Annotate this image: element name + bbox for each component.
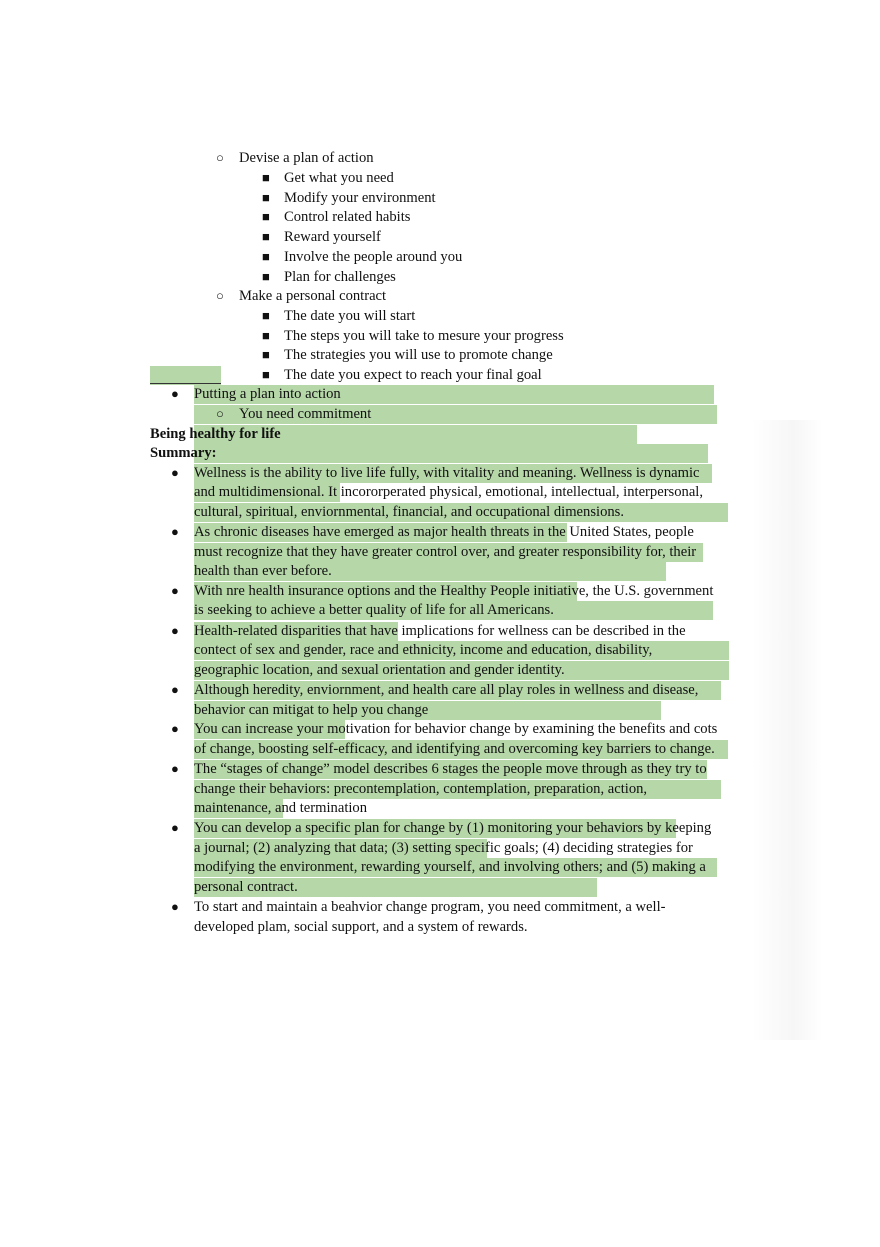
list-item: The steps you will take to mesure your progress xyxy=(284,328,564,344)
bullet-icon: ● xyxy=(171,761,179,776)
summary-line: a journal; (2) analyzing that data; (3) setting specific goals; (4) deciding strategies for xyxy=(194,840,693,856)
summary-line: Although heredity, enviornment, and health care all play roles in wellness and disease, xyxy=(194,682,699,698)
outline-contract: Make a personal contract xyxy=(239,288,387,304)
square-bullet-icon: ■ xyxy=(262,229,270,244)
outline-devise: Devise a plan of action xyxy=(239,150,374,166)
summary-line: maintenance, and termination xyxy=(194,800,368,816)
summary-line: cultural, spiritual, enviornmental, financial, and occupational dimensions. xyxy=(194,504,624,520)
circle-bullet-icon: ○ xyxy=(216,288,224,303)
circle-bullet-icon: ○ xyxy=(216,150,224,165)
outline-action-sub: You need commitment xyxy=(239,406,372,422)
summary-line: You can increase your motivation for behavior change by examining the benefits and cots xyxy=(194,721,718,737)
bullet-icon: ● xyxy=(171,465,179,480)
summary-line: behavior can mitigat to help you change xyxy=(194,702,429,718)
summary-line: geographic location, and sexual orientation and gender identity. xyxy=(194,662,565,678)
summary-line: and multidimensional. It incororperated physical, emotional, intellectual, interpersonal, xyxy=(194,484,704,500)
summary-label: Summary: xyxy=(150,445,217,461)
summary-line: change their behaviors: precontemplation, contemplation, preparation, action, xyxy=(194,781,648,797)
bullet-icon: ● xyxy=(171,899,179,914)
summary-line: health than ever before. xyxy=(194,563,332,579)
square-bullet-icon: ■ xyxy=(262,249,270,264)
list-item: Control related habits xyxy=(284,209,411,225)
summary-line: must recognize that they have greater control over, and greater responsibility for, their xyxy=(194,544,697,560)
list-item: The date you expect to reach your final goal xyxy=(284,367,542,383)
bullet-icon: ● xyxy=(171,682,179,697)
summary-line: With nre health insurance options and the Healthy People initiative, the U.S. government xyxy=(194,583,714,599)
summary-line: Health-related disparities that have implications for wellness can be described in the xyxy=(194,623,686,639)
summary-line: is seeking to achieve a better quality of life for all Americans. xyxy=(194,602,554,618)
square-bullet-icon: ■ xyxy=(262,308,270,323)
circle-bullet-icon: ○ xyxy=(216,406,224,421)
list-item: Plan for challenges xyxy=(284,269,396,285)
summary-line: You can develop a specific plan for change by (1) monitoring your behaviors by keeping xyxy=(194,820,712,836)
bullet-icon: ● xyxy=(171,583,179,598)
square-bullet-icon: ■ xyxy=(262,269,270,284)
list-item: Reward yourself xyxy=(284,229,381,245)
bullet-icon: ● xyxy=(171,623,179,638)
square-bullet-icon: ■ xyxy=(262,170,270,185)
summary-line: developed plam, social support, and a system of rewards. xyxy=(194,919,528,935)
list-item: Involve the people around you xyxy=(284,249,463,265)
list-item: The strategies you will use to promote change xyxy=(284,347,553,363)
summary-line: contect of sex and gender, race and ethnicity, income and education, disability, xyxy=(194,642,653,658)
outline-action: Putting a plan into action xyxy=(194,386,341,402)
summary-line: personal contract. xyxy=(194,879,298,895)
summary-line: of change, boosting self-efficacy, and identifying and overcoming key barriers to change. xyxy=(194,741,715,757)
list-item: The date you will start xyxy=(284,308,416,324)
summary-line: modifying the environment, rewarding yourself, and involving others; and (5) making a xyxy=(194,859,706,875)
bullet-icon: ● xyxy=(171,820,179,835)
summary-line: To start and maintain a beahvior change program, you need commitment, a well- xyxy=(194,899,666,915)
square-bullet-icon: ■ xyxy=(262,367,270,382)
summary-line: As chronic diseases have emerged as major health threats in the United States, people xyxy=(194,524,694,540)
summary-line: The “stages of change” model describes 6 stages the people move through as they try to xyxy=(194,761,707,777)
bullet-icon: ● xyxy=(171,524,179,539)
square-bullet-icon: ■ xyxy=(262,190,270,205)
bullet-icon: ● xyxy=(171,721,179,736)
list-item: Get what you need xyxy=(284,170,394,186)
square-bullet-icon: ■ xyxy=(262,328,270,343)
section-heading: Being healthy for life xyxy=(150,426,281,442)
page-shadow xyxy=(752,420,822,1040)
square-bullet-icon: ■ xyxy=(262,209,270,224)
square-bullet-icon: ■ xyxy=(262,347,270,362)
bullet-icon: ● xyxy=(171,386,179,401)
list-item: Modify your environment xyxy=(284,190,436,206)
summary-line: Wellness is the ability to live life fully, with vitality and meaning. Wellness is dynamic xyxy=(194,465,700,481)
